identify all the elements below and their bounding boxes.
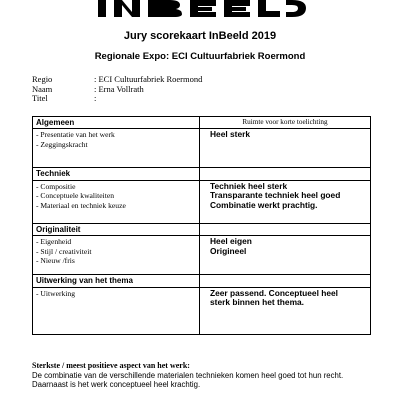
- strongest-aspect: [32, 361, 377, 390]
- strongest-aspect-line: Daarnaast is het werk conceptueel heel krachtig.: [32, 380, 201, 389]
- criteria-list: [33, 129, 200, 168]
- meta-value: : Erna Vollrath: [94, 83, 144, 94]
- strongest-aspect-heading: Sterkste / meest positieve aspect van het werk:: [32, 361, 190, 370]
- section-header-techniek: [33, 168, 371, 180]
- criteria-item: - Presentatie van het werk: [36, 130, 115, 140]
- page-subtitle: Regionale Expo: ECI Cultuurfabriek Roermond: [94, 51, 306, 62]
- meta-value: : ECI Cultuurfabriek Roermond: [94, 74, 203, 84]
- meta-value: :: [94, 93, 97, 104]
- criteria-item: - Uitwerking: [36, 288, 76, 298]
- criteria-list: [33, 287, 200, 334]
- comment-cell: [200, 180, 371, 223]
- section-body-originaliteit: [33, 236, 371, 275]
- criteria-item: - Nieuw /fris: [36, 256, 75, 266]
- section-header-algemeen: [33, 117, 371, 129]
- logo-graphic: [92, 0, 312, 20]
- comment-cell: [200, 236, 371, 275]
- strongest-aspect-line: De combinatie van de verschillende materialen technieken komen heel goed tot hun recht.: [32, 370, 344, 380]
- criteria-item: - Materiaal en techniek keuze: [36, 200, 126, 210]
- meta-label: Regio: [32, 74, 53, 84]
- empty-cell: [200, 168, 371, 180]
- section-body-algemeen: [33, 129, 371, 168]
- section-heading: Uitwerking van het thema: [33, 275, 200, 287]
- comment-cell: [200, 287, 371, 334]
- comment-line: Combinatie werkt prachtig.: [210, 200, 318, 210]
- empty-cell: [200, 275, 371, 287]
- criteria-item: - Eigenheid: [36, 237, 72, 247]
- comment-line: Techniek heel sterk: [210, 180, 288, 191]
- meta-label: Titel: [32, 93, 48, 104]
- criteria-item: - Compositie: [36, 181, 76, 191]
- comment-line: Zeer passend. Conceptueel heel: [210, 287, 338, 298]
- empty-cell: [200, 223, 371, 235]
- comment-line: Origineel: [210, 245, 247, 256]
- criteria-item: - Zeggingskracht: [36, 139, 88, 149]
- comment-line: Heel eigen: [210, 236, 252, 247]
- comment-line: Transparante techniek heel goed: [210, 190, 341, 201]
- section-header-uitwerking: [33, 275, 371, 287]
- section-heading: Techniek: [33, 168, 200, 180]
- score-table: [32, 116, 371, 335]
- comment-line: Heel sterk: [210, 129, 251, 140]
- criteria-item: - Stijl / creativiteit: [36, 246, 92, 256]
- criteria-list: [33, 236, 200, 275]
- section-header-originaliteit: [33, 223, 371, 235]
- meta-label: Naam: [32, 83, 53, 94]
- section-heading: Originaliteit: [33, 223, 200, 235]
- criteria-item: - Conceptuele kwaliteiten: [36, 191, 115, 201]
- meta-row-titel: [32, 94, 202, 104]
- meta-row-naam: [32, 85, 202, 95]
- section-body-techniek: [33, 180, 371, 223]
- section-heading: Algemeen: [33, 117, 200, 129]
- comment-cell: [200, 129, 371, 168]
- criteria-list: [33, 180, 200, 223]
- page-title: Jury scorekaart InBeeld 2019: [123, 30, 277, 42]
- section-body-uitwerking: [33, 287, 371, 334]
- meta-info: [32, 75, 202, 104]
- comment-hint: Ruimte voor korte toelichting: [200, 117, 371, 129]
- comment-line: sterk binnen het thema.: [210, 297, 305, 308]
- inbeeld-logo: [92, 0, 312, 20]
